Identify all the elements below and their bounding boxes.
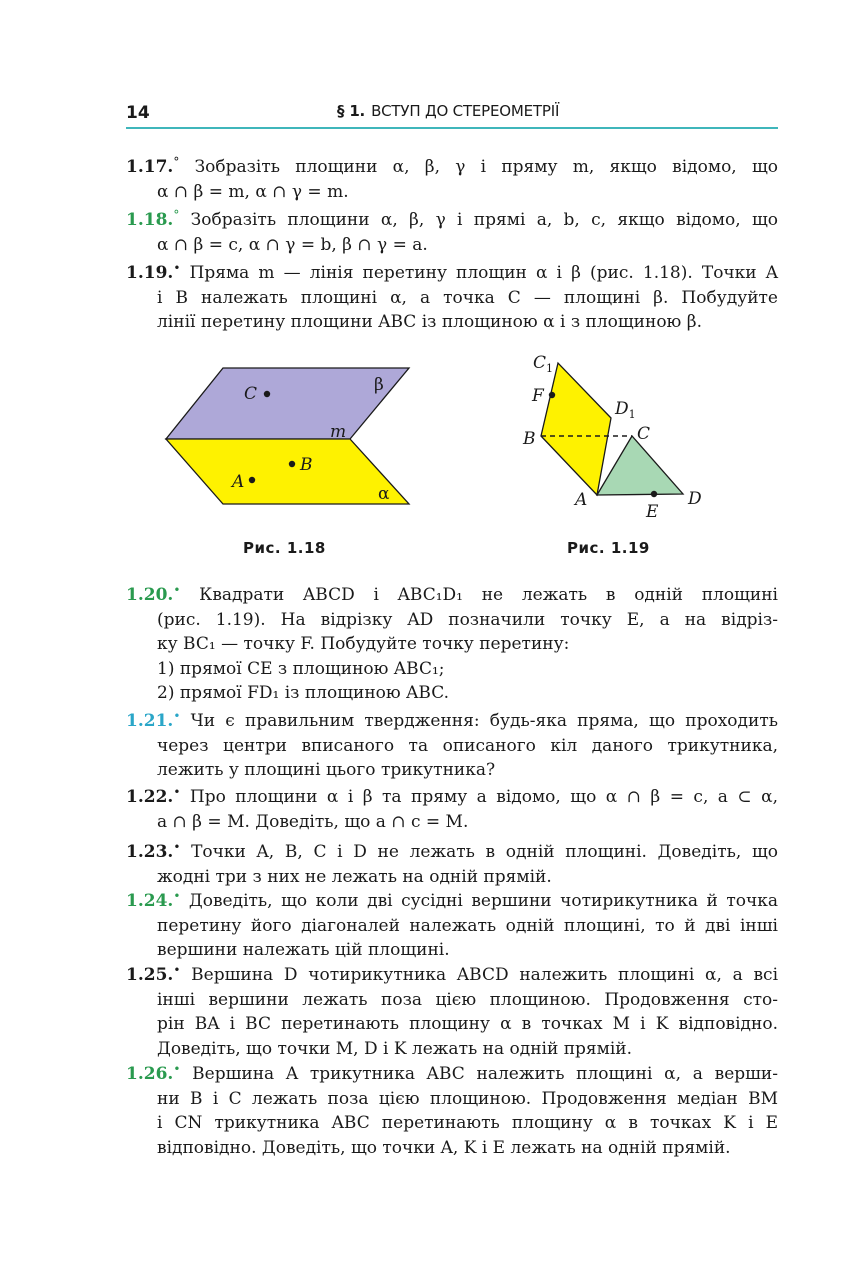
problem-number: 1.19. (126, 263, 174, 283)
label-c: C (637, 424, 651, 444)
section-title (337, 102, 559, 120)
problem-1-23 (126, 835, 778, 889)
problem-line: жодні три з них не лежать на одній прямій. (157, 866, 552, 887)
label-beta: β (374, 375, 384, 395)
label-e: E (646, 502, 659, 522)
page-header (126, 97, 778, 129)
section-title-text: ВСТУП ДО СТЕРЕОМЕТРІЇ (371, 102, 560, 120)
problem-line: ни B і C лежать поза цією площиною. Продовження медіан BM (157, 1088, 778, 1109)
problem-line: відповідно. Доведіть, що точки A, K і E лежать на одній прямій. (157, 1137, 731, 1158)
label-m: m (330, 422, 347, 442)
difficulty-mark: • (173, 261, 181, 275)
label-d: D (688, 489, 702, 509)
problem-line: вершини належать цій площині. (157, 940, 450, 960)
label-a: A (232, 472, 245, 492)
problem-number: 1.17. (126, 157, 174, 177)
problem-line: Доведіть, що коли дві сусідні вершини чотирикутника й точка (188, 891, 779, 911)
caption-1-18: Рис. 1.18 (243, 539, 326, 557)
plane-alpha (166, 439, 409, 504)
difficulty-mark: • (173, 840, 181, 854)
difficulty-mark: ° (173, 155, 180, 169)
point-a-dot (249, 477, 255, 483)
label-b: B (523, 429, 536, 449)
problem-line: 2) прямої FD₁ із площиною ABC. (157, 683, 450, 703)
problem-line: ку BC₁ — точку F. Побудуйте точку перетину: (157, 634, 570, 654)
problem-line: інші вершини лежать поза цією площиною. Продовження сто- (157, 989, 778, 1010)
difficulty-mark: • (173, 889, 181, 903)
problem-1-21 (126, 704, 778, 783)
problem-line: Зобразіть площини α, β, γ і пряму m, якщо відомо, що (194, 157, 778, 177)
page-number: 14 (126, 103, 150, 123)
problem-line: (рис. 1.19). На відрізку AD позначили точку E, а на відріз- (157, 609, 778, 630)
figure-1-18 (160, 360, 420, 510)
problem-line: рін BA і BC перетинають площину α в точках M і K відповідно. (157, 1014, 778, 1034)
label-d1: $D_1$ (615, 399, 636, 421)
problem-number: 1.21. (126, 711, 174, 731)
problem-line: Точки A, B, C і D не лежать в одній площині. Доведіть, що (191, 842, 778, 862)
label-c: C (244, 384, 258, 404)
problem-line: α ∩ β = m, α ∩ γ = m. (157, 181, 349, 202)
problem-1-25 (126, 958, 778, 1061)
difficulty-mark: • (173, 583, 181, 597)
square-abc1d1 (541, 363, 611, 495)
problem-line: і B належать площині α, а точка C — площині β. Побудуйте (157, 287, 778, 308)
problem-number: 1.24. (126, 891, 174, 911)
label-c1: $C_1$ (533, 353, 554, 375)
problem-number: 1.20. (126, 585, 174, 605)
point-f-dot (549, 392, 555, 398)
problem-line: a ∩ β = M. Доведіть, що a ∩ c = M. (157, 811, 469, 832)
problem-line: Вершина D чотирикутника ABCD належить площині α, а всі (191, 965, 779, 985)
problem-1-17 (126, 150, 778, 204)
problem-line: Пряма m — лінія перетину площин α і β (рис. 1.18). Точки A (189, 263, 779, 283)
figure-1-19 (515, 345, 715, 525)
problem-1-24 (126, 884, 778, 963)
problem-line: і CN трикутника ABC перетинають площину α в точках K і E (157, 1113, 778, 1133)
problem-line: 1) прямої CE з площиною ABC₁; (157, 658, 445, 679)
difficulty-mark: ° (173, 208, 180, 222)
problem-line: Про площини α і β та пряму a відомо, що α ∩ β = c, a ⊂ α, (189, 787, 778, 807)
point-e-dot (651, 491, 657, 497)
difficulty-mark: • (173, 785, 181, 799)
problem-number: 1.18. (126, 210, 174, 230)
problem-line: лежить у площині цього трикутника? (157, 760, 496, 780)
difficulty-mark: • (173, 1062, 181, 1076)
problem-line: α ∩ β = c, α ∩ γ = b, β ∩ γ = a. (157, 234, 428, 255)
problem-line: лінії перетину площини ABC із площиною α і з площиною β. (157, 312, 702, 332)
caption-1-19: Рис. 1.19 (567, 539, 650, 557)
problem-line: Доведіть, що точки M, D і K лежать на одній прямій. (157, 1038, 633, 1059)
problem-line: Зобразіть площини α, β, γ і прямі a, b, c, якщо відомо, що (190, 210, 778, 230)
label-alpha: α (378, 484, 390, 504)
problem-1-22 (126, 780, 778, 834)
problem-line: Вершина A трикутника ABC належить площині α, а верши- (192, 1064, 779, 1084)
label-b: B (300, 455, 313, 475)
difficulty-mark: • (173, 709, 181, 723)
difficulty-mark: • (173, 963, 181, 977)
point-c-dot (264, 391, 270, 397)
problem-1-19 (126, 256, 778, 335)
problem-line: перетину його діагоналей належать одній площині, то й дві інші (157, 915, 778, 936)
plane-beta (166, 368, 409, 439)
label-a: A (575, 490, 588, 510)
point-b-dot (289, 461, 295, 467)
problem-number: 1.25. (126, 965, 174, 985)
square-abcd (597, 436, 683, 495)
problem-line: Квадрати ABCD і ABC₁D₁ не лежать в одній площині (199, 585, 778, 605)
problem-number: 1.22. (126, 787, 174, 807)
section-mark: § 1. (337, 102, 366, 120)
problem-line: через центри вписаного та описаного кіл даного трикутника, (157, 735, 778, 756)
label-f: F (532, 386, 544, 406)
problem-number: 1.23. (126, 842, 174, 862)
problem-1-18 (126, 203, 778, 257)
problem-1-20 (126, 578, 778, 706)
problem-1-26 (126, 1057, 778, 1160)
problem-line: Чи є правильним твердження: будь-яка пряма, що проходить (190, 711, 778, 731)
problem-number: 1.26. (126, 1064, 174, 1084)
